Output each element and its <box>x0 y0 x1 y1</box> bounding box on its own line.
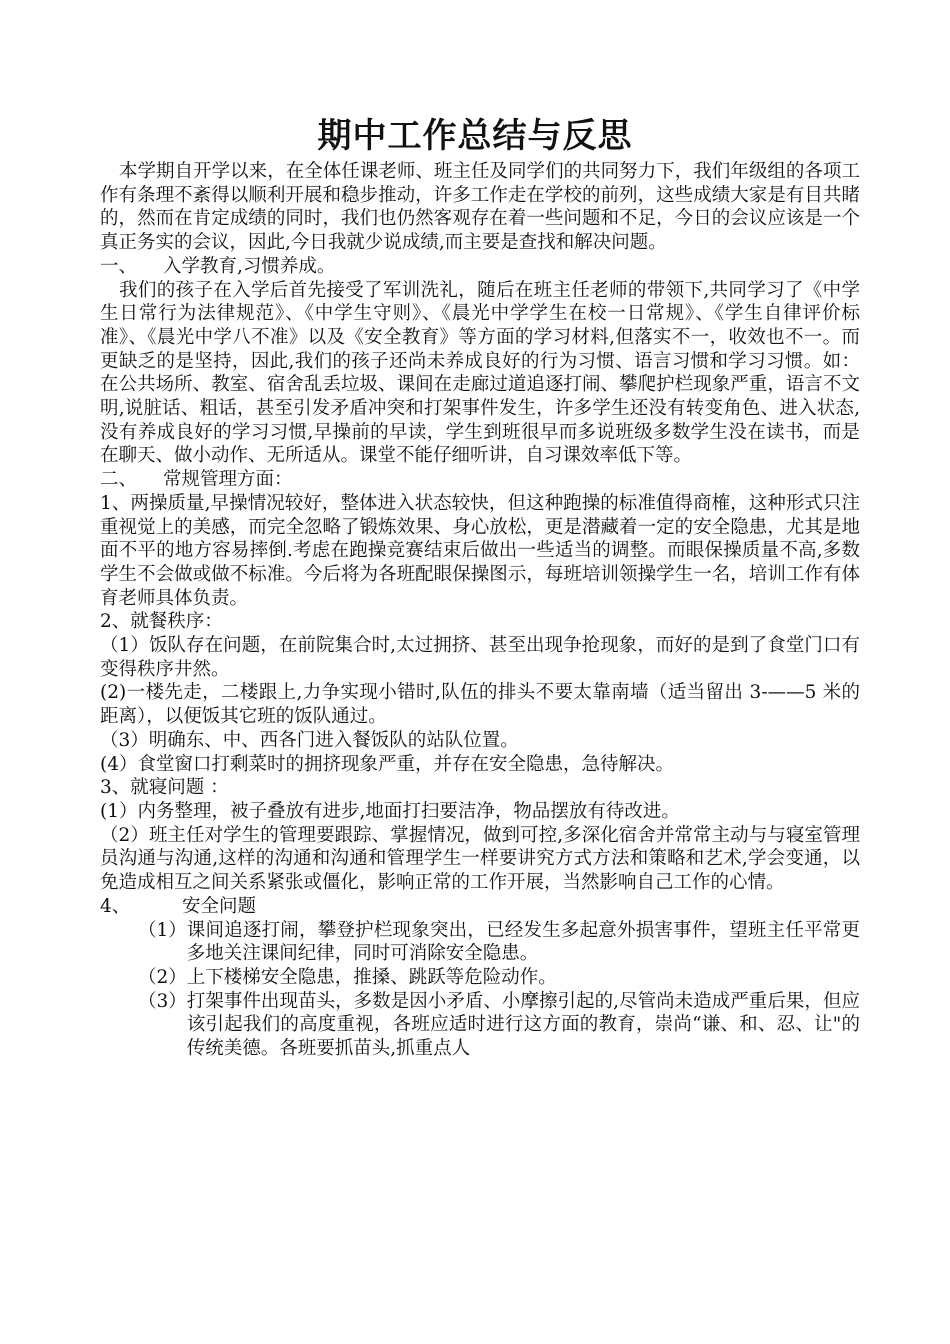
safety-issue-label: （2） <box>138 966 187 988</box>
section1-heading <box>100 255 860 279</box>
section2-item4-heading <box>100 895 860 919</box>
section2-title: 常规管理方面： <box>163 469 293 491</box>
safety-issue-text: 打架事件出现苗头，多数是因小矛盾、小摩擦引起的,尽管尚未造成严重后果，但应该引起我们的高度重视，各班应适时进行这方面的教育，崇尚“谦、和、忍、让"的传统美德。各班要抓苗头,抓重点人 <box>186 990 860 1060</box>
safety-issue-item <box>138 919 860 966</box>
section2-item2-p1: （1）饭队存在问题，在前院集合时,太过拥挤、甚至出现争抢现象，而好的是到了食堂门口有变得秩序井然。 <box>100 635 860 680</box>
safety-issue-text: 上下楼梯安全隐患，推搡、跳跃等危险动作。 <box>186 966 557 988</box>
section2-item2-p2: (2)一楼先走，二楼跟上,力争实现小错时,队伍的排头不要太靠南墙（适当留出 3-——5 米的距离），以便饭其它班的饭队通过。 <box>100 682 860 728</box>
safety-issue-item <box>138 966 860 990</box>
section2-item3-heading: 3、就寝问题 ： <box>100 777 229 799</box>
section2-item4-number: 4、 <box>100 895 131 917</box>
section2-heading <box>100 468 860 492</box>
section2-number: 二、 <box>100 469 138 491</box>
section2-item3-p2: （2）班主任对学生的管理要跟踪、掌握情况，做到可控,多深化宿舍并常常主动与与寝室管理员沟通与沟通,这样的沟通和沟通和管理学生一样要讲究方式方法和策略和艺术,学会变通，以免造成相互之间关系紧张或僵化，影响正常的工作开展，当然影响自己工作的心情。 <box>100 824 860 894</box>
section2-item2-p4: (4）食堂窗口打剩菜时的拥挤现象严重，并存在安全隐患，急待解决。 <box>100 753 674 775</box>
section2-item3-p1: (1）内务整理，被子叠放有进步,地面打扫要洁净，物品摆放有待改进。 <box>100 800 680 822</box>
section1-number: 一、 <box>100 255 138 277</box>
section1-paragraph: 我们的孩子在入学后首先接受了军训洗礼，随后在班主任老师的带领下,共同学习了《中学生日常行为法律规范》、《中学生守则》、《晨光中学学生在校一日常规》、《学生自律评价标准》、《晨光中学八不准》以及《安全教育》等方面的学习材料,但落实不一，收效也不一。而更缺乏的是坚持，因此,我们的孩子还尚未养成良好的行为习惯、语言习惯和学习习惯。如：在公共场所、教室、宿舍乱丢垃圾、课间在走廊过道追逐打闹、攀爬护栏现象严重，语言不文明,说脏话、粗话，甚至引发矛盾冲突和打架事件发生，许多学生还没有转变角色、进入状态,没有养成良好的学习习惯,早操前的早读，学生到班很早而多说班级多数学生没在读书，而是在聊天、做小动作、无所适从。课堂不能仔细听讲，自习课效率低下等。 <box>100 279 860 467</box>
section2-item2-p3: （3）明确东、中、西各门进入餐饭队的站队位置。 <box>100 729 519 751</box>
document-body <box>100 160 860 1061</box>
document-title: 期中工作总结与反思 <box>317 116 633 156</box>
safety-issue-label: （3） <box>138 990 187 1012</box>
intro-paragraph: 本学期自开学以来，在全体任课老师、班主任及同学们的共同努力下，我们年级组的各项工作有条理不紊得以顺利开展和稳步推动，许多工作走在学校的前列，这些成绩大家是有目共睹的，然而在肯定成绩的同时，我们也仍然客观存在着一些问题和不足，今日的会议应该是一个真正务实的会议，因此,今日我就少说成绩,而主要是查找和解决问题。 <box>100 161 860 254</box>
safety-issue-list <box>138 919 860 1061</box>
safety-issue-item <box>138 990 860 1061</box>
section2-item2-heading: 2、就餐秩序： <box>100 611 223 633</box>
section1-title: 入学教育,习惯养成。 <box>163 255 336 277</box>
section2-item1: 1、两操质量,早操情况较好，整体进入状态较快，但这种跑操的标准值得商榷，这种形式只注重视觉上的美感，而完全忽略了锻炼效果、身心放松，更是潜藏着一定的安全隐患，尤其是地面不平的地方容易摔倒.考虑在跑操竞赛结束后做出一些适当的调整。而眼保操质量不高,多数学生不会做或做不标准。今后将为各班配眼保操图示，每班培训领操学生一名，培训工作有体育老师具体负责。 <box>100 492 860 609</box>
section2-item4-title: 安全问题 <box>182 895 257 917</box>
safety-issue-label: （1） <box>138 919 187 941</box>
safety-issue-text: 课间追逐打闹，攀登护栏现象突出，已经发生多起意外损害事件，望班主任平常更多地关注课间纪律，同时可消除安全隐患。 <box>186 919 860 965</box>
